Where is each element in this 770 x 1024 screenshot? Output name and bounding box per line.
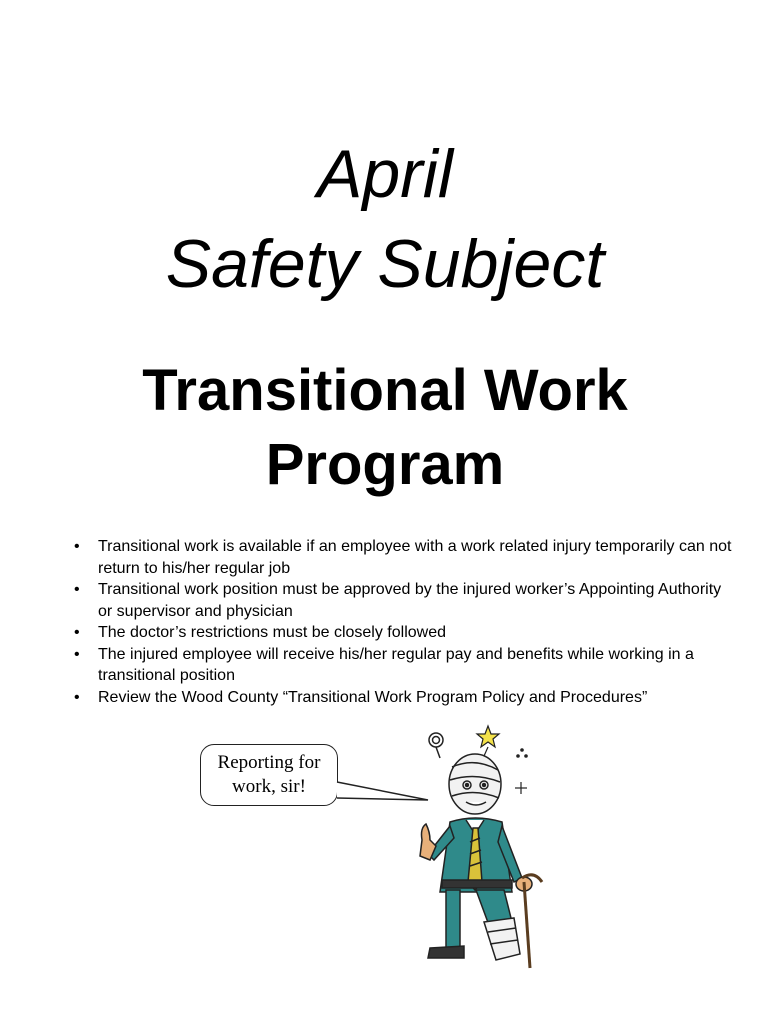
program-heading-line2: Program bbox=[265, 432, 505, 497]
bullet-item: • Review the Wood County “Transitional Work Program Policy and Procedures” bbox=[72, 687, 732, 709]
speech-bubble-line1: Reporting for bbox=[217, 752, 321, 773]
speech-bubble-line2: work, sir! bbox=[232, 776, 306, 797]
worker-legs bbox=[428, 890, 520, 960]
bandaged-head bbox=[449, 754, 501, 814]
injured-worker-cartoon-icon bbox=[400, 722, 560, 972]
dizzy-spiral-icon bbox=[429, 733, 443, 758]
sparkle-icon bbox=[515, 782, 527, 794]
dizzy-dots-icon bbox=[516, 748, 528, 758]
star-icon bbox=[477, 726, 499, 747]
speech-bubble bbox=[200, 744, 338, 806]
bullet-list bbox=[72, 536, 732, 708]
title-month: April bbox=[316, 136, 454, 212]
bullet-item: • Transitional work position must be approved by the injured worker’s Appointing Authority or supervisor and physician bbox=[72, 579, 732, 622]
bullet-item: • The injured employee will receive his/her regular pay and benefits while working in a transitional position bbox=[72, 644, 732, 687]
title-subject: Safety Subject bbox=[165, 226, 605, 302]
program-heading-line1: Transitional Work bbox=[142, 358, 628, 423]
bullet-item: • Transitional work is available if an employee with a work related injury temporarily can not return to his/her regular job bbox=[72, 536, 732, 579]
bullet-item: • The doctor’s restrictions must be closely followed bbox=[72, 622, 732, 644]
